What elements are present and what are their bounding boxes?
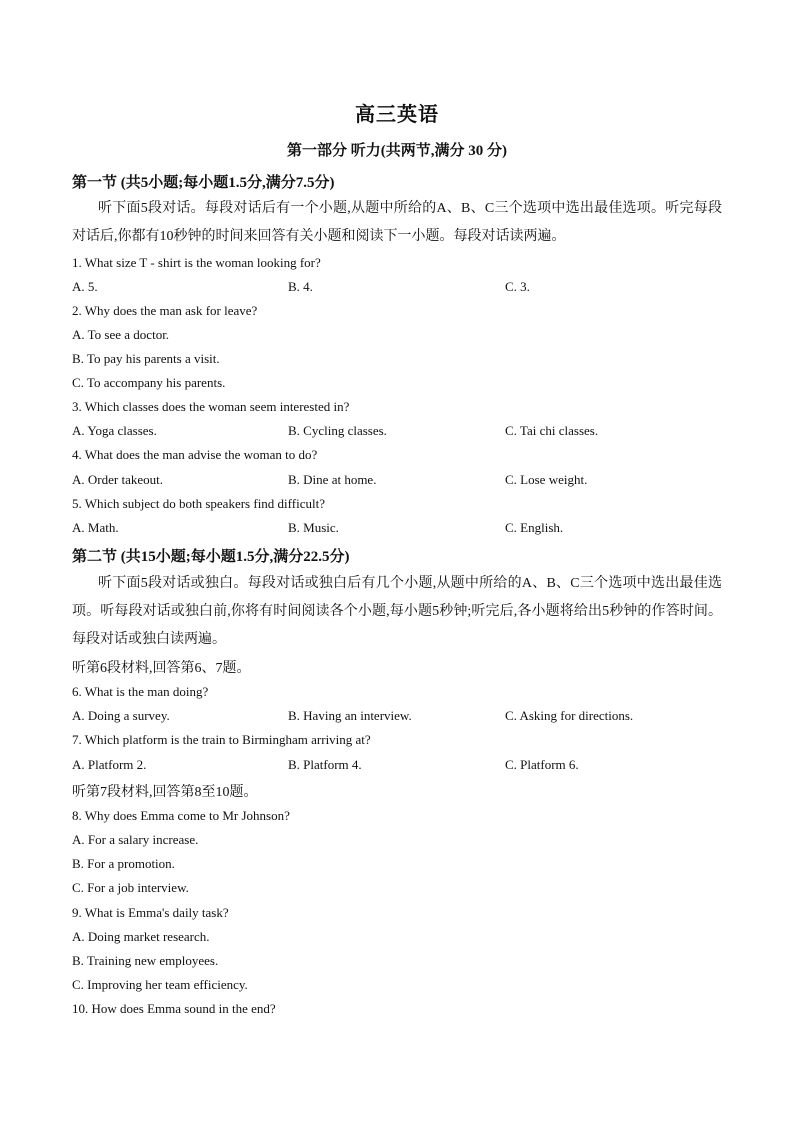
q7-option-a: A. Platform 2. bbox=[72, 757, 147, 772]
question-6: 6. What is the man doing? bbox=[72, 684, 209, 699]
q3-option-b: B. Cycling classes. bbox=[288, 423, 387, 438]
question-7-options bbox=[72, 757, 732, 775]
q4-option-c: C. Lose weight. bbox=[505, 472, 588, 487]
q5-option-b: B. Music. bbox=[288, 520, 339, 535]
question-5-options bbox=[72, 520, 732, 538]
section2-instructions: 听下面5段对话或独白。每段对话或独白后有几个小题,从题中所给的A、B、C三个选项中选出最佳选项。听每段对话或独白前,你将有时间阅读各个小题,每小题5秒钟;听完后,各小题将给出5秒钟的作答时间。每段对话或独白读两遍。 bbox=[72, 576, 722, 647]
q4-option-a: A. Order takeout. bbox=[72, 472, 163, 487]
q3-option-a: A. Yoga classes. bbox=[72, 423, 157, 438]
section1-instructions: 听下面5段对话。每段对话后有一个小题,从题中所给的A、B、C三个选项中选出最佳选项。听完每段对话后,你都有10秒钟的时间来回答有关小题和阅读下一小题。每段对话读两遍。 bbox=[72, 201, 722, 244]
q1-option-c: C. 3. bbox=[505, 279, 530, 294]
q8-option-c: C. For a job interview. bbox=[72, 880, 189, 895]
q1-option-b: B. 4. bbox=[288, 279, 313, 294]
q7-option-c: C. Platform 6. bbox=[505, 757, 579, 772]
q2-option-a: A. To see a doctor. bbox=[72, 327, 170, 342]
question-6-options bbox=[72, 708, 732, 726]
question-10: 10. How does Emma sound in the end? bbox=[72, 1001, 276, 1016]
question-5: 5. Which subject do both speakers find difficult? bbox=[72, 496, 325, 511]
q1-option-a: A. 5. bbox=[72, 279, 98, 294]
question-8: 8. Why does Emma come to Mr Johnson? bbox=[72, 808, 290, 823]
question-4-options bbox=[72, 472, 732, 490]
question-1: 1. What size T - shirt is the woman looking for? bbox=[72, 255, 321, 270]
q5-option-a: A. Math. bbox=[72, 520, 119, 535]
question-2: 2. Why does the man ask for leave? bbox=[72, 303, 258, 318]
q2-option-c: C. To accompany his parents. bbox=[72, 375, 226, 390]
section1-heading: 第一节 (共5小题;每小题1.5分,满分7.5分) bbox=[72, 175, 335, 191]
section2-heading: 第二节 (共15小题;每小题1.5分,满分22.5分) bbox=[72, 549, 350, 565]
question-4: 4. What does the man advise the woman to do? bbox=[72, 447, 318, 462]
question-3: 3. Which classes does the woman seem interested in? bbox=[72, 399, 350, 414]
q7-option-b: B. Platform 4. bbox=[288, 757, 362, 772]
q3-option-c: C. Tai chi classes. bbox=[505, 423, 599, 438]
question-9: 9. What is Emma's daily task? bbox=[72, 905, 229, 920]
question-3-options bbox=[72, 423, 732, 441]
material-6-note: 听第6段材料,回答第6、7题。 bbox=[72, 661, 251, 676]
page-title: 高三英语 bbox=[355, 104, 439, 126]
q2-option-b: B. To pay his parents a visit. bbox=[72, 351, 220, 366]
q9-option-b: B. Training new employees. bbox=[72, 953, 219, 968]
material-7-note: 听第7段材料,回答第8至10题。 bbox=[72, 785, 258, 800]
q5-option-c: C. English. bbox=[505, 520, 564, 535]
part-title: 第一部分 听力(共两节,满分 30 分) bbox=[287, 143, 507, 159]
q9-option-c: C. Improving her team efficiency. bbox=[72, 977, 248, 992]
q6-option-a: A. Doing a survey. bbox=[72, 708, 170, 723]
question-1-options bbox=[72, 279, 732, 297]
q8-option-a: A. For a salary increase. bbox=[72, 832, 199, 847]
q6-option-b: B. Having an interview. bbox=[288, 708, 412, 723]
q6-option-c: C. Asking for directions. bbox=[505, 708, 634, 723]
q4-option-b: B. Dine at home. bbox=[288, 472, 377, 487]
q9-option-a: A. Doing market research. bbox=[72, 929, 210, 944]
q8-option-b: B. For a promotion. bbox=[72, 856, 175, 871]
question-7: 7. Which platform is the train to Birmingham arriving at? bbox=[72, 732, 371, 747]
